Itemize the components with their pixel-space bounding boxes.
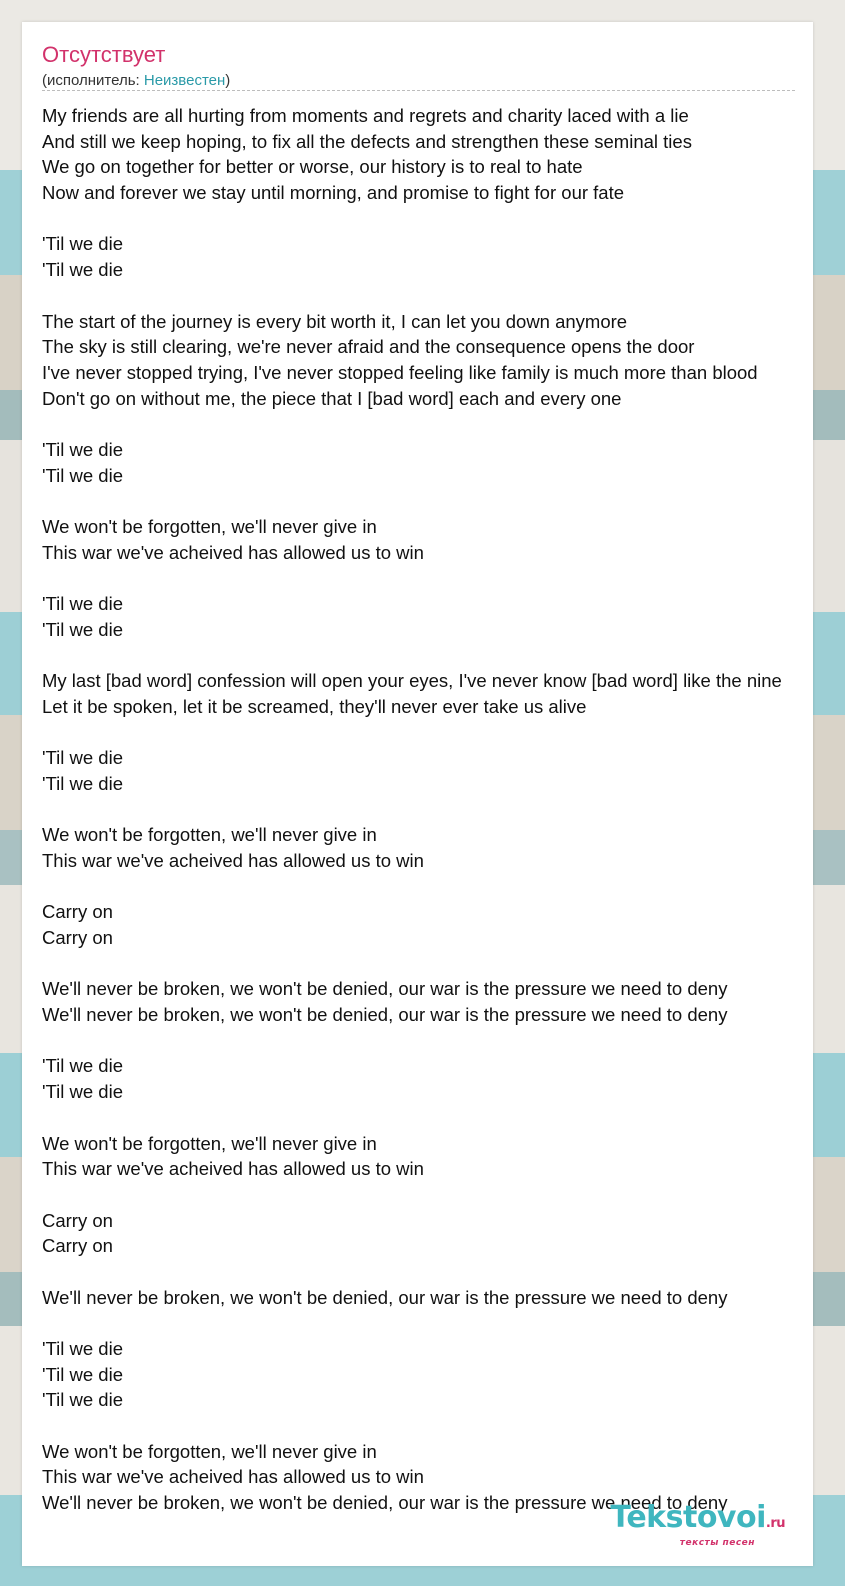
- lyric-line: [42, 411, 813, 437]
- lyric-line: And still we keep hoping, to fix all the defects and strengthen these seminal ties: [42, 130, 692, 152]
- lyric-line: [42, 874, 813, 900]
- lyric-line: 'Til we die: [42, 1081, 123, 1103]
- logo-tld: .ru: [765, 1516, 785, 1531]
- lyric-line: Carry on: [42, 901, 113, 923]
- artist-line: [42, 72, 230, 89]
- song-title: Отсутствует: [42, 42, 166, 67]
- artist-prefix: (исполнитель:: [42, 72, 144, 89]
- lyric-line: [42, 565, 813, 591]
- lyric-line: This war we've acheived has allowed us to win: [42, 849, 424, 871]
- lyric-line: 'Til we die: [42, 618, 123, 640]
- lyric-line: 'Til we die: [42, 747, 123, 769]
- lyric-line: We go on together for better or worse, our history is to real to hate: [42, 156, 583, 178]
- lyric-line: We'll never be broken, we won't be denied, our war is the pressure we need to deny: [42, 978, 728, 1000]
- lyric-line: My last [bad word] confession will open your eyes, I've never know [bad word] like the nine: [42, 670, 782, 692]
- lyric-line: 'Til we die: [42, 593, 123, 615]
- lyric-line: The start of the journey is every bit worth it, I can let you down anymore: [42, 310, 628, 332]
- lyric-line: We'll never be broken, we won't be denied, our war is the pressure we need to deny: [42, 1004, 728, 1026]
- artist-suffix: ): [225, 72, 231, 89]
- lyric-line: My friends are all hurting from moments and regrets and charity laced with a lie: [42, 105, 689, 126]
- lyric-line: 'Til we die: [42, 772, 123, 794]
- lyric-line: 'Til we die: [42, 464, 123, 486]
- lyric-line: Let it be spoken, let it be screamed, they'll never ever take us alive: [42, 695, 587, 717]
- lyrics-body: [42, 103, 813, 1516]
- lyric-line: [42, 1413, 813, 1439]
- lyric-line: [42, 206, 813, 232]
- lyric-line: Don't go on without me, the piece that I [bad word] each and every one: [42, 387, 622, 409]
- lyric-line: [42, 1310, 813, 1336]
- lyric-line: 'Til we die: [42, 1055, 123, 1077]
- lyric-line: [42, 797, 813, 823]
- lyric-line: I've never stopped trying, I've never stopped feeling like family is much more than blood: [42, 361, 758, 383]
- lyric-line: 'Til we die: [42, 1363, 123, 1385]
- lyric-line: The sky is still clearing, we're never afraid and the consequence opens the door: [42, 336, 695, 358]
- lyric-line: [42, 1028, 813, 1054]
- lyric-line: We won't be forgotten, we'll never give in: [42, 516, 377, 537]
- lyric-line: [42, 642, 813, 668]
- lyric-line: [42, 488, 813, 514]
- lyric-line: This war we've acheived has allowed us to win: [42, 1466, 424, 1488]
- lyric-line: [42, 1259, 813, 1285]
- lyric-line: We'll never be broken, we won't be denied, our war is the pressure we need to deny: [42, 1492, 728, 1514]
- lyric-line: [42, 1105, 813, 1131]
- lyric-line: We won't be forgotten, we'll never give in: [42, 824, 377, 846]
- title-divider: [42, 90, 795, 91]
- logo-tagline: тексты песен: [679, 1538, 755, 1548]
- lyric-line: This war we've acheived has allowed us to win: [42, 1158, 424, 1180]
- artist-link[interactable]: Неизвестен: [143, 72, 226, 89]
- lyric-line: Now and forever we stay until morning, and promise to fight for our fate: [42, 182, 625, 204]
- lyric-line: 'Til we die: [42, 233, 123, 255]
- lyric-line: [42, 720, 813, 746]
- lyric-line: Carry on: [42, 1209, 113, 1231]
- logo-name: Tekstovoi: [610, 1500, 766, 1535]
- lyric-line: We won't be forgotten, we'll never give in: [42, 1440, 377, 1462]
- lyric-line: [42, 1182, 813, 1208]
- lyric-line: 'Til we die: [42, 1389, 123, 1411]
- lyric-line: Carry on: [42, 1235, 113, 1257]
- lyric-line: [42, 951, 813, 977]
- lyric-line: We won't be forgotten, we'll never give in: [42, 1132, 377, 1154]
- lyric-line: This war we've acheived has allowed us to win: [42, 541, 424, 563]
- site-logo[interactable]: [610, 1500, 785, 1548]
- lyric-line: We'll never be broken, we won't be denied, our war is the pressure we need to deny: [42, 1286, 728, 1308]
- lyric-line: Carry on: [42, 927, 113, 948]
- lyric-line: [42, 283, 813, 309]
- lyric-line: 'Til we die: [42, 1338, 123, 1359]
- lyric-line: 'Til we die: [42, 259, 123, 281]
- lyric-line: 'Til we die: [42, 438, 123, 460]
- lyrics-card: [22, 22, 813, 1566]
